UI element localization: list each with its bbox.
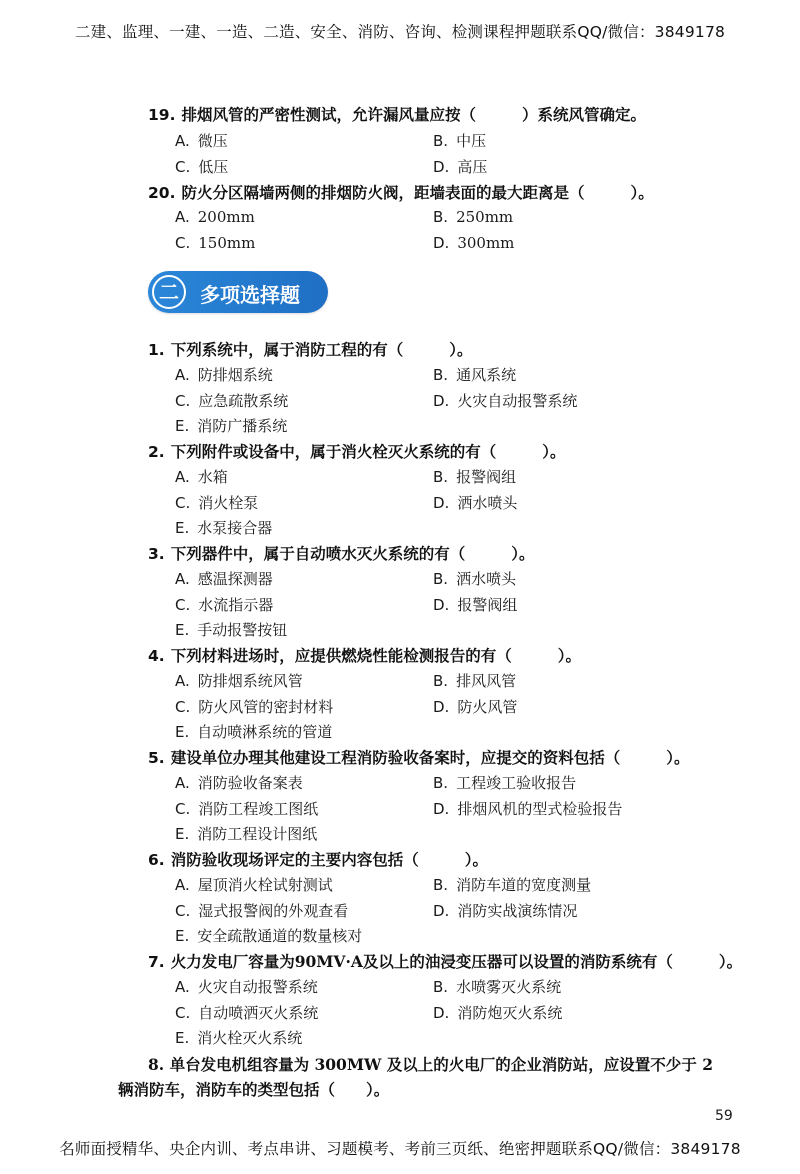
option: C. 水流指示器 bbox=[175, 595, 274, 614]
option: C. 消防工程竣工图纸 bbox=[175, 799, 319, 818]
question-8-line-2: 辆消防车，消防车的类型包括（ ）。 bbox=[118, 1080, 390, 1099]
option: B. 中压 bbox=[433, 132, 487, 150]
option: C. 低压 bbox=[175, 158, 229, 176]
option: A. 水箱 bbox=[175, 468, 228, 486]
question-6 bbox=[148, 848, 488, 870]
option: C. 150mm bbox=[175, 234, 256, 252]
section-number-badge: 二 bbox=[152, 275, 186, 309]
question-4 bbox=[148, 644, 581, 666]
question-stem-end: ）。 bbox=[511, 544, 535, 563]
footer-banner: 名师面授精华、央企内训、考点串讲、习题模考、考前三页纸、绝密押题联系QQ/微信：3849178 bbox=[59, 1140, 741, 1158]
option: A. 屋顶消火栓试射测试 bbox=[175, 876, 333, 894]
option: A. 微压 bbox=[175, 132, 228, 150]
option: B. 洒水喷头 bbox=[433, 570, 517, 588]
question-stem: 下列系统中，属于消防工程的有（ bbox=[170, 340, 404, 359]
question-stem: 下列器件中，属于自动喷水灭火系统的有（ bbox=[170, 544, 466, 563]
option: B. 工程竣工验收报告 bbox=[433, 774, 577, 792]
option: C. 消火栓泵 bbox=[175, 493, 259, 512]
question-1 bbox=[148, 338, 472, 360]
question-stem-end: ）。 bbox=[542, 442, 566, 461]
question-3 bbox=[148, 542, 534, 564]
question-5 bbox=[148, 746, 689, 768]
question-stem: 排烟风管的严密性测试，允许漏风量应按（ bbox=[181, 105, 476, 124]
header-banner: 二建、监理、一建、一造、二造、安全、消防、咨询、检测课程押题联系QQ/微信：3849178 bbox=[74, 23, 726, 41]
question-stem: 下列附件或设备中，属于消火栓灭火系统的有（ bbox=[170, 442, 497, 461]
question-19 bbox=[148, 103, 646, 125]
question-stem-end: ）。 bbox=[464, 850, 488, 869]
option: D. 消防实战演练情况 bbox=[433, 901, 578, 920]
question-2 bbox=[148, 440, 565, 462]
option: E. 消防工程设计图纸 bbox=[175, 825, 318, 843]
option: D. 消防炮灭火系统 bbox=[433, 1003, 563, 1022]
option: A. 200mm bbox=[175, 208, 255, 226]
question-20 bbox=[148, 181, 654, 203]
question-7 bbox=[148, 950, 742, 972]
option: D. 洒水喷头 bbox=[433, 493, 518, 512]
option: D. 火灾自动报警系统 bbox=[433, 391, 578, 410]
option: C. 防火风管的密封材料 bbox=[175, 697, 334, 716]
question-number: 7. bbox=[148, 953, 165, 971]
question-number: 20. bbox=[148, 184, 176, 202]
option: E. 消防广播系统 bbox=[175, 417, 288, 435]
option: D. 报警阀组 bbox=[433, 595, 518, 614]
option: A. 防排烟系统 bbox=[175, 366, 273, 384]
option: D. 高压 bbox=[433, 158, 488, 176]
option: B. 通风系统 bbox=[433, 366, 517, 384]
question-number: 3. bbox=[148, 545, 165, 563]
option: A. 火灾自动报警系统 bbox=[175, 978, 318, 996]
question-stem-end: ）。 bbox=[449, 340, 473, 359]
section-title: 多项选择题 bbox=[200, 283, 300, 307]
question-8-line-1: 8. 单台发电机组容量为 300MW 及以上的火电厂的企业消防站，应设置不少于 2 bbox=[148, 1055, 713, 1074]
option: E. 水泵接合器 bbox=[175, 519, 273, 537]
question-stem-end: ）。 bbox=[666, 748, 690, 767]
option: B. 250mm bbox=[433, 208, 514, 226]
option: A. 消防验收备案表 bbox=[175, 774, 303, 792]
option: C. 应急疏散系统 bbox=[175, 391, 289, 410]
option: D. 防火风管 bbox=[433, 697, 518, 716]
question-stem-end: ）。 bbox=[557, 646, 581, 665]
question-number: 4. bbox=[148, 647, 165, 665]
question-stem: 火力发电厂容量为90MV·A及以上的油浸变压器可以设置的消防系统有（ bbox=[170, 952, 673, 971]
option: B. 消防车道的宽度测量 bbox=[433, 876, 592, 894]
question-number: 1. bbox=[148, 341, 165, 359]
option: E. 手动报警按钮 bbox=[175, 621, 288, 639]
question-stem-end: ）。 bbox=[718, 952, 743, 971]
question-number: 5. bbox=[148, 749, 165, 767]
question-stem: 建设单位办理其他建设工程消防验收备案时，应提交的资料包括（ bbox=[170, 748, 621, 767]
question-stem-end: ）。 bbox=[630, 183, 654, 202]
option: A. 感温探测器 bbox=[175, 570, 273, 588]
question-number: 6. bbox=[148, 851, 165, 869]
option: B. 排风风管 bbox=[433, 672, 517, 690]
option: B. 报警阀组 bbox=[433, 468, 517, 486]
option: E. 安全疏散通道的数量核对 bbox=[175, 927, 363, 945]
option: D. 排烟风机的型式检验报告 bbox=[433, 799, 623, 818]
question-stem-end: ）系统风管确定。 bbox=[521, 105, 646, 124]
question-stem: 防火分区隔墙两侧的排烟防火阀，距墙表面的最大距离是（ bbox=[181, 183, 585, 202]
question-number: 19. bbox=[148, 106, 176, 124]
question-number: 2. bbox=[148, 443, 165, 461]
option: E. 自动喷淋系统的管道 bbox=[175, 723, 333, 741]
option: C. 湿式报警阀的外观查看 bbox=[175, 901, 349, 920]
page-number: 59 bbox=[715, 1108, 733, 1124]
question-stem: 下列材料进场时，应提供燃烧性能检测报告的有（ bbox=[170, 646, 512, 665]
option: E. 消火栓灭火系统 bbox=[175, 1029, 303, 1047]
option: D. 300mm bbox=[433, 234, 515, 252]
option: A. 防排烟系统风管 bbox=[175, 672, 303, 690]
option: B. 水喷雾灭火系统 bbox=[433, 978, 562, 996]
option: C. 自动喷洒灭火系统 bbox=[175, 1003, 319, 1022]
question-stem: 消防验收现场评定的主要内容包括（ bbox=[170, 850, 419, 869]
section-header bbox=[148, 271, 328, 313]
